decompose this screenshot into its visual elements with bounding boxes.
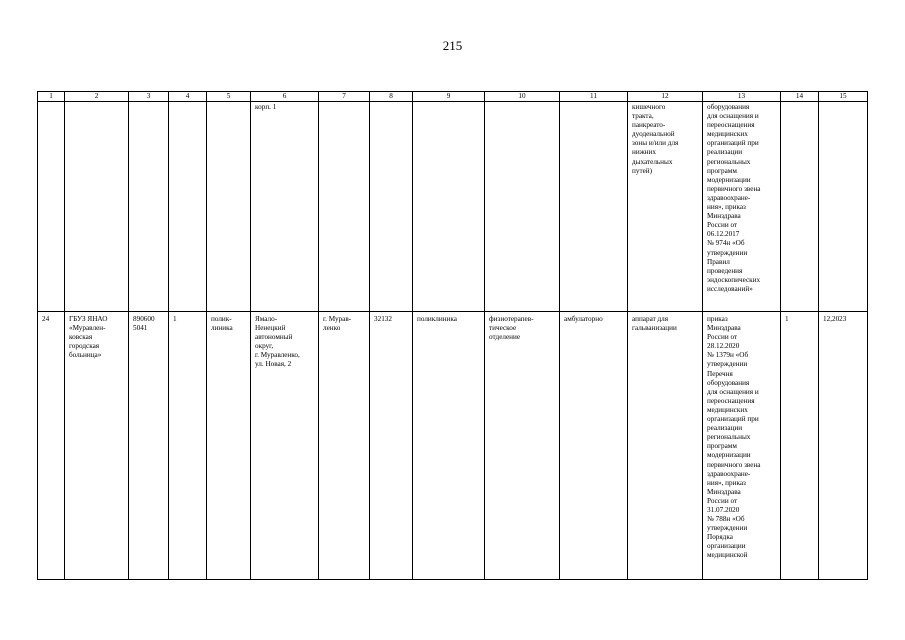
table-cell (560, 102, 628, 312)
column-header: 9 (413, 92, 485, 102)
table-row (38, 102, 868, 312)
table-cell: ГБУЗ ЯНАО «Муравлен- ковская городская больница» (65, 312, 129, 580)
column-header: 7 (319, 92, 370, 102)
page-number: 215 (442, 38, 463, 53)
table-cell (207, 102, 251, 312)
table-cell: поликлиника (413, 312, 485, 580)
table-row (38, 312, 868, 580)
table-cell: г. Мурав- ленко (319, 312, 370, 580)
column-header: 13 (703, 92, 781, 102)
table-cell (370, 102, 413, 312)
table-cell: Ямало- Ненецкий автономный округ, г. Муравленко, ул. Новая, 2 (251, 312, 319, 580)
table-cell: оборудования для оснащения и переоснащения медицинских организаций при реализации региональных программ модернизации первичного звена здравоохране- ния», приказ Минздрава России от 06.12.2017 № 974н «Об утверждении Правил проведения эндоскопических исследований» (703, 102, 781, 312)
table-cell: корп. 1 (251, 102, 319, 312)
column-header: 15 (819, 92, 868, 102)
column-header: 1 (38, 92, 65, 102)
table-cell: 1 (169, 312, 207, 580)
table-cell: 24 (38, 312, 65, 580)
table-cell (485, 102, 560, 312)
registry-table (37, 91, 868, 580)
table-cell: амбулаторно (560, 312, 628, 580)
table-cell (38, 102, 65, 312)
column-header: 12 (628, 92, 703, 102)
column-header: 10 (485, 92, 560, 102)
column-header: 2 (65, 92, 129, 102)
table-cell (129, 102, 169, 312)
column-header: 4 (169, 92, 207, 102)
column-header: 11 (560, 92, 628, 102)
table-cell: приказ Минздрава России от 28.12.2020 № 1379н «Об утверждении Перечня оборудования для оснащения и переоснащения медицинских организаций при реализации региональных программ модернизации первичного звена здравоохране- ния», приказ Минздрава России от 31.07.2020 № 788н «Об утверждении Порядка организации медицинской (703, 312, 781, 580)
table-cell (65, 102, 129, 312)
column-header: 5 (207, 92, 251, 102)
column-header: 6 (251, 92, 319, 102)
table-cell: физиотерапев- тическое отделение (485, 312, 560, 580)
header-row (38, 92, 868, 102)
table-cell (819, 102, 868, 312)
table-cell: кишечного тракта, панкреато- дуоденальной зоны и/или для нижних дыхательных путей) (628, 102, 703, 312)
column-header: 3 (129, 92, 169, 102)
table-cell (781, 102, 819, 312)
column-header: 14 (781, 92, 819, 102)
table-cell (169, 102, 207, 312)
table-cell (319, 102, 370, 312)
table-cell: 890600 5041 (129, 312, 169, 580)
table-cell: 12,2023 (819, 312, 868, 580)
table-cell: аппарат для гальванизации (628, 312, 703, 580)
table-cell (413, 102, 485, 312)
table-cell: 1 (781, 312, 819, 580)
table-cell: полик- линика (207, 312, 251, 580)
column-header: 8 (370, 92, 413, 102)
table-cell: 32132 (370, 312, 413, 580)
